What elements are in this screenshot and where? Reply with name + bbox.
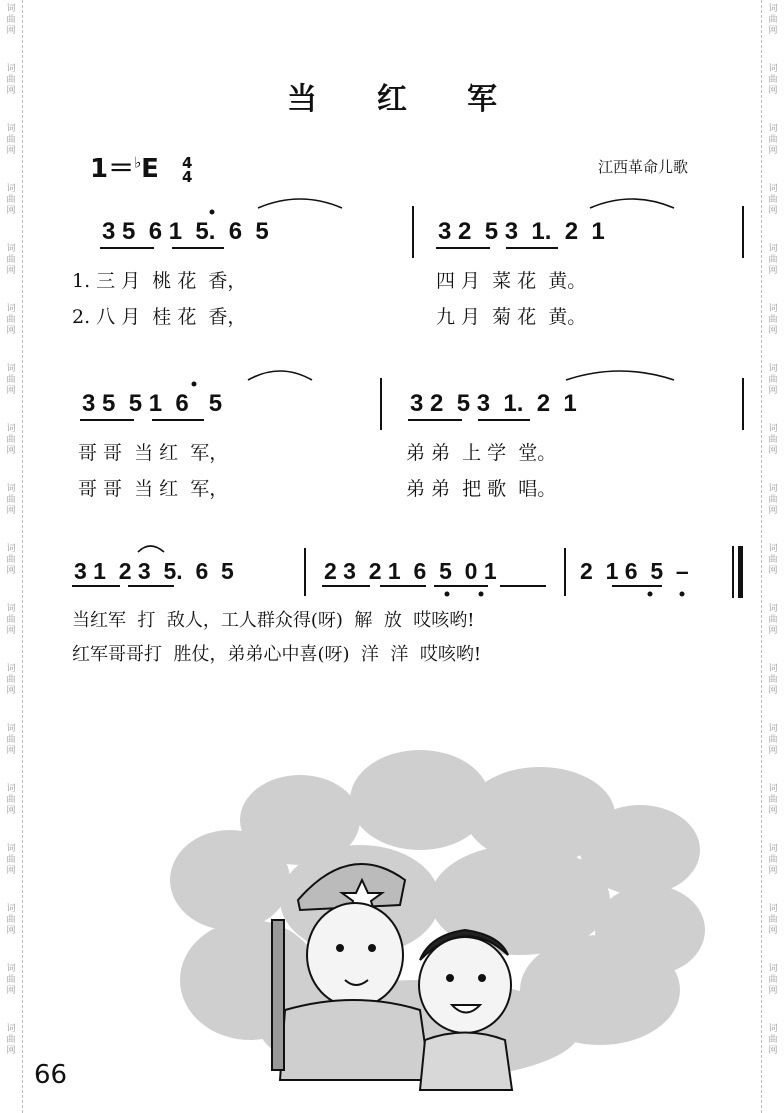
watermark-stamp: 词 曲 网 [6,784,16,816]
watermark-stamp: 词 曲 网 [768,544,778,576]
notation-row2-measure1: 3 5 5 1 6 5 [82,390,223,417]
lyric-row3-verse1: 当红军 打 敌人，工人群众得(呀) 解 放 哎咳哟! [72,610,475,631]
watermark-stamp: 词 曲 网 [768,964,778,996]
song-title: 当红军 [287,82,557,117]
watermark-stamp: 词 曲 网 [768,244,778,276]
key-note: E [141,154,159,184]
time-top: 4 [182,153,193,172]
watermark-stamp: 词 曲 网 [6,184,16,216]
watermark-stamp: 词 曲 网 [6,904,16,936]
lyric-row2-verse2-a: 哥 哥 当 红 军， [78,478,229,500]
watermark-stamp: 词 曲 网 [6,64,16,96]
lyric-row1-verse1-b: 四 月 菜 花 黄。 [436,270,587,292]
watermark-stamp: 词 曲 网 [6,484,16,516]
notation-row1-measure1: 3 5 6 1 5. 6 5 [102,218,269,245]
watermark-stamp: 词 曲 网 [768,4,778,36]
watermark-stamp: 词 曲 网 [768,724,778,756]
watermark-stamp: 词 曲 网 [6,124,16,156]
watermark-stamp: 词 曲 网 [768,184,778,216]
lyric-row2-verse1-a: 哥 哥 当 红 军， [78,442,229,464]
low-octave-dot [648,592,653,597]
slur [590,199,674,208]
time-bottom: 4 [182,167,193,186]
watermark-stamp: 词 曲 网 [768,904,778,936]
watermark-stamp: 词 曲 网 [6,304,16,336]
watermark-stamp: 词 曲 网 [6,1024,16,1056]
song-origin: 江西革命儿歌 [598,158,689,176]
notation-row3-measure3: 2 1 6 5 – [580,558,689,584]
key-prefix: 1＝ [90,154,135,184]
slur [258,199,342,208]
high-octave-dot [192,382,197,387]
illustration-foliage [170,750,705,1080]
low-octave-dot [680,592,685,597]
notation-row3-measure2: 2 3 2 1 6 5 0 1 [324,558,497,584]
slur [248,371,312,380]
notation-row3-measure1: 3 1 2 3 5. 6 5 [74,558,234,584]
watermark-stamp: 词 曲 网 [6,4,16,36]
watermark-stamp: 词 曲 网 [768,304,778,336]
watermark-stamp: 词 曲 网 [768,124,778,156]
lyric-row2-verse2-b: 弟 弟 把 歌 唱。 [406,478,557,500]
notation-row1-measure2: 3 2 5 3 1. 2 1 [438,218,605,245]
flat-sign: ♭ [134,153,142,172]
low-octave-dot [479,592,484,597]
watermark-stamp: 词 曲 网 [6,244,16,276]
watermark-stamp: 词 曲 网 [768,364,778,396]
watermark-stamp: 词 曲 网 [768,604,778,636]
watermark-stamp: 词 曲 网 [768,664,778,696]
watermark-stamp: 词 曲 网 [6,424,16,456]
watermark-stamp: 词 曲 网 [6,964,16,996]
watermark-stamp: 词 曲 网 [768,844,778,876]
lyric-row1-verse2-b: 九 月 菊 花 黄。 [436,306,587,328]
watermark-stamp: 词 曲 网 [6,544,16,576]
watermark-stamp: 词 曲 网 [6,724,16,756]
slur [566,371,674,380]
watermark-stamp: 词 曲 网 [6,664,16,696]
watermark-stamp: 词 曲 网 [768,424,778,456]
watermark-stamp: 词 曲 网 [768,64,778,96]
slur [138,546,164,552]
illustration-child [419,930,512,1090]
watermark-stamp: 词 曲 网 [768,784,778,816]
lyric-row3-verse2: 红军哥哥打 胜仗，弟弟心中喜(呀) 洋 洋 哎咳哟! [72,644,482,665]
watermark-stamp: 词 曲 网 [6,604,16,636]
watermark-stamp: 词 曲 网 [6,364,16,396]
lyric-row1-verse1-a: 1. 三 月 桃 花 香， [72,270,247,292]
high-octave-dot [210,210,215,215]
low-octave-dot [445,592,450,597]
watermark-stamp: 词 曲 网 [6,844,16,876]
page-number: 66 [34,1060,68,1090]
lyric-row1-verse2-a: 2. 八 月 桂 花 香， [72,306,247,328]
watermark-stamp: 词 曲 网 [768,484,778,516]
notation-row2-measure2: 3 2 5 3 1. 2 1 [410,390,577,417]
watermark-stamp: 词 曲 网 [768,1024,778,1056]
lyric-row2-verse1-b: 弟 弟 上 学 堂。 [406,442,557,464]
